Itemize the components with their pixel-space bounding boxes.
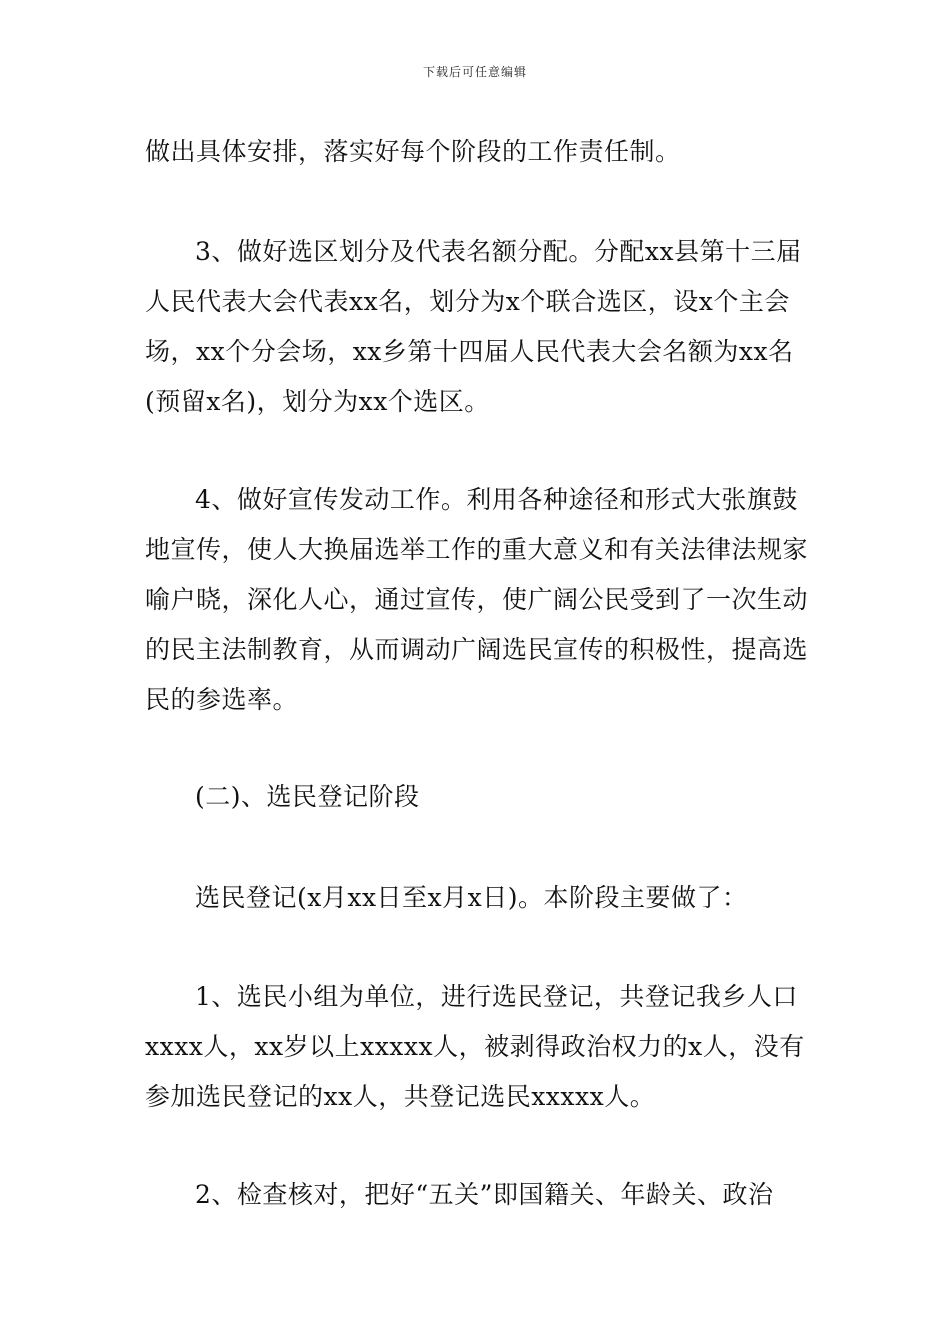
paragraph-item-4-publicity: 4、做好宣传发动工作。利用各种途径和形式大张旗鼓地宣传，使人大换届选举工作的重大意义和有关法律法规家喻户晓，深化人心，通过宣传，使广阔公民受到了一次生动的民主法制教育，从而调动广阔选民宣传的积极性，提高选民的参选率。 (145, 485, 809, 714)
page-header-note: 下载后可任意编辑 (422, 65, 527, 79)
section-heading-voter-registration: (二)、选民登记阶段 (195, 782, 420, 811)
paragraph-step-1-registration: 1、选民小组为单位，进行选民登记，共登记我乡人口xxxx人，xx岁以上xxxxx人，被剥得政治权力的x人，没有参加选民登记的xx人，共登记选民xxxxx人。 (145, 982, 805, 1111)
paragraph-item-3-district-allocation: 3、做好选区划分及代表名额分配。分配xx县第十三届人民代表大会代表xx名，划分为x个联合选区，设x个主会场，xx个分会场，xx乡第十四届人民代表大会名额为xx名(预留x名)，划分为xx个选区。 (145, 237, 802, 416)
paragraph-continuation: 做出具体安排，落实好每个阶段的工作责任制。 (145, 137, 681, 166)
paragraph-registration-intro: 选民登记(x月xx日至x月x日)。本阶段主要做了： (195, 883, 748, 912)
paragraph-step-2-verification: 2、检查核对，把好“五关”即国籍关、年龄关、政治 (195, 1180, 774, 1209)
